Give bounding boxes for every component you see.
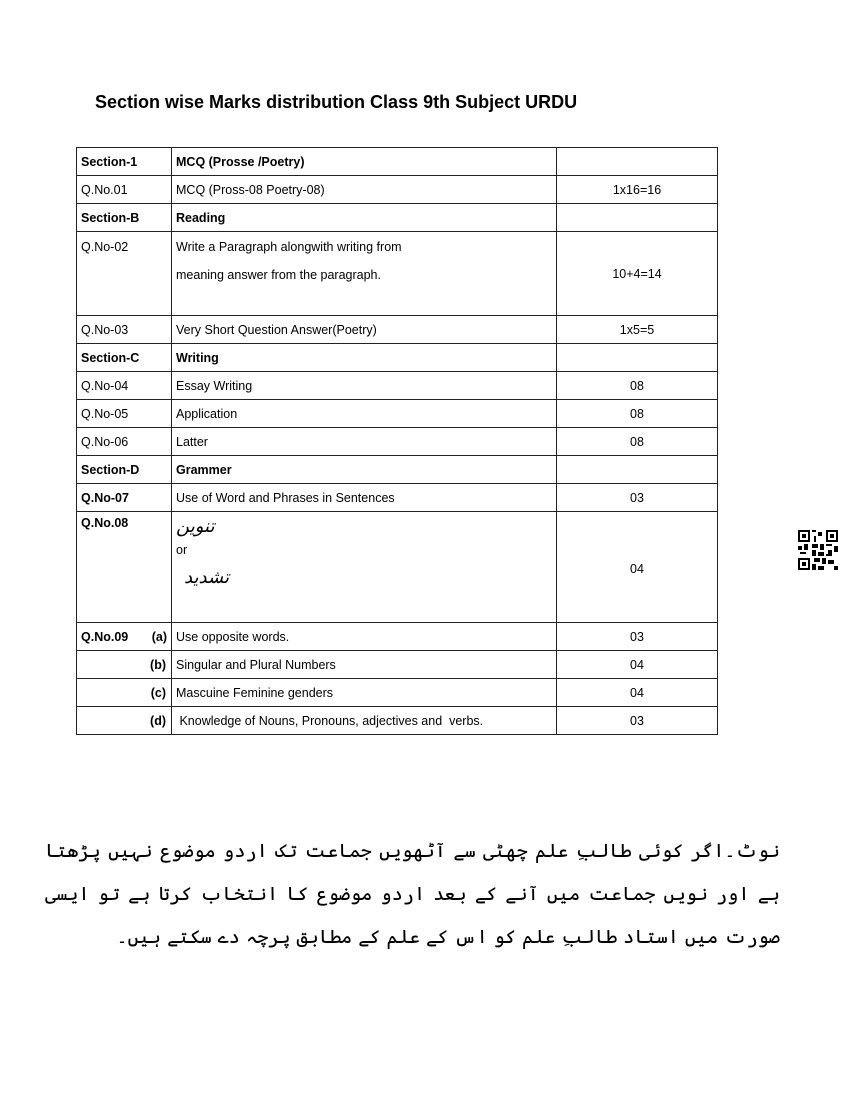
question-description: [172, 512, 557, 623]
section-row: [77, 204, 718, 232]
table-row: [77, 679, 718, 707]
marks-cell: [557, 148, 718, 176]
question-number-text: Q.No.09: [81, 629, 129, 644]
section-heading: Grammer: [172, 456, 557, 484]
sub-part-label: (c): [77, 679, 172, 707]
marks-table: [76, 147, 718, 735]
marks-cell: [557, 344, 718, 372]
marks-cell: 04: [557, 651, 718, 679]
table-row: [77, 707, 718, 735]
sub-part-label: (a): [151, 629, 167, 644]
question-description: Singular and Plural Numbers: [172, 651, 557, 679]
marks-cell: 08: [557, 372, 718, 400]
section-row: [77, 344, 718, 372]
table-row: [77, 512, 718, 623]
section-row: [77, 456, 718, 484]
question-description: MCQ (Pross-08 Poetry-08): [172, 176, 557, 204]
question-number: Q.No-07: [77, 484, 172, 512]
section-row: [77, 148, 718, 176]
sub-part-label: (d): [77, 707, 172, 735]
table-row: [77, 400, 718, 428]
question-description: Use opposite words.: [172, 623, 557, 651]
section-heading: Reading: [172, 204, 557, 232]
section-label: Section-C: [77, 344, 172, 372]
description-line: meaning answer from the paragraph.: [176, 268, 381, 282]
marks-cell: 10+4=14: [557, 232, 718, 316]
marks-cell: [557, 204, 718, 232]
table-row: [77, 428, 718, 456]
description-line: Write a Paragraph alongwith writing from: [176, 240, 402, 254]
urdu-term-tanween: تنوین: [176, 516, 215, 537]
question-description: Essay Writing: [172, 372, 557, 400]
marks-cell: 03: [557, 707, 718, 735]
marks-cell: 04: [557, 512, 718, 623]
table-row: [77, 176, 718, 204]
marks-cell: 03: [557, 484, 718, 512]
question-description: Very Short Question Answer(Poetry): [172, 316, 557, 344]
sub-part-label: (b): [77, 651, 172, 679]
section-label: Section-B: [77, 204, 172, 232]
table-row: [77, 316, 718, 344]
question-number: [77, 623, 172, 651]
question-description: Application: [172, 400, 557, 428]
question-number: Q.No-06: [77, 428, 172, 456]
table-row: [77, 484, 718, 512]
marks-cell: 1x16=16: [557, 176, 718, 204]
marks-cell: 1x5=5: [557, 316, 718, 344]
question-number: Q.No.01: [77, 176, 172, 204]
question-description: Knowledge of Nouns, Pronouns, adjectives and verbs.: [172, 707, 557, 735]
table-row: [77, 623, 718, 651]
table-row: [77, 651, 718, 679]
table-row: [77, 372, 718, 400]
urdu-term-tashdeed: تشدید: [184, 567, 229, 588]
question-description: Mascuine Feminine genders: [172, 679, 557, 707]
question-number: [77, 232, 172, 316]
question-number: Q.No-05: [77, 400, 172, 428]
page-title: Section wise Marks distribution Class 9th Subject URDU: [95, 92, 578, 112]
qr-code-icon: [798, 530, 838, 570]
question-description: Latter: [172, 428, 557, 456]
question-number-text: Q.No-02: [81, 240, 129, 254]
question-description: [172, 232, 557, 316]
question-number: Q.No-04: [77, 372, 172, 400]
marks-cell: 08: [557, 400, 718, 428]
marks-cell: 03: [557, 623, 718, 651]
question-description: Use of Word and Phrases in Sentences: [172, 484, 557, 512]
section-label: Section-1: [77, 148, 172, 176]
section-heading: Writing: [172, 344, 557, 372]
section-label: Section-D: [77, 456, 172, 484]
marks-cell: [557, 456, 718, 484]
marks-cell: 04: [557, 679, 718, 707]
table-row: [77, 232, 718, 316]
urdu-note: نوٹ۔اگر کوئی طالبِ علم چھٹی سے آٹھویں جماعت تک اردو موضوع نہیں پڑھتا ہے اور نویں جماعت میں آنے کے بعد اردو موضوع کا انتخاب کرتا ہے تو ایسی صورت میں استاد طالبِ علم کو اس کے علم کے مطابق پرچہ دے سکتے ہیں۔: [45, 840, 780, 948]
section-heading: MCQ (Prosse /Poetry): [172, 148, 557, 176]
marks-cell: 08: [557, 428, 718, 456]
or-label: or: [176, 543, 188, 557]
question-number: Q.No.08: [77, 512, 172, 623]
question-number: Q.No-03: [77, 316, 172, 344]
